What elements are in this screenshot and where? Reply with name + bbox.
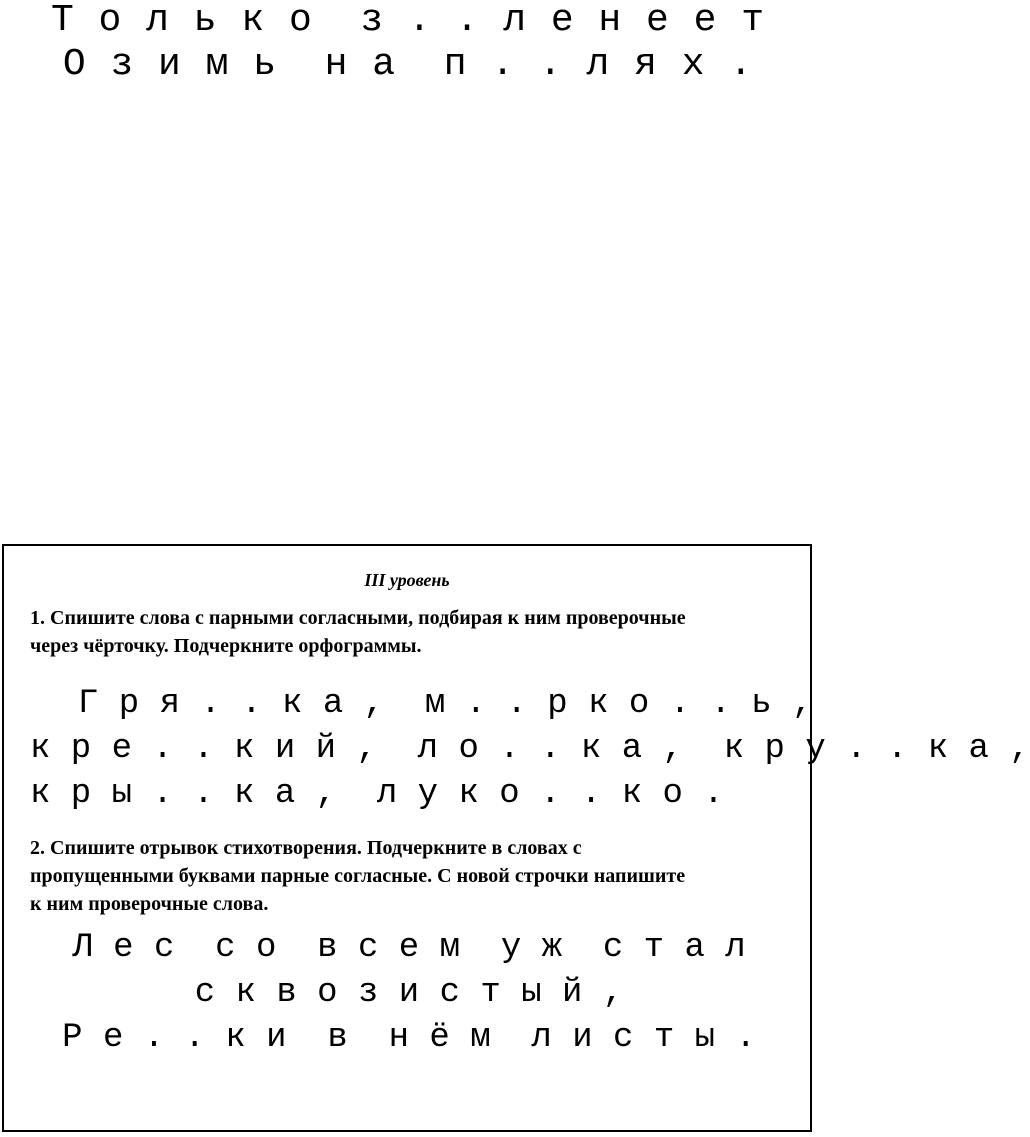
task-1-instruction: 1. Спишите слова с парными согласными, подбирая к ним проверочные через чёрточку. Подчеркните орфограммы. xyxy=(30,607,686,657)
poem-line: Л е с с о в с е м у ж с т а л xyxy=(72,929,746,967)
worksheet-box xyxy=(2,544,1030,1132)
poem-line: с к в о з и с т ы й , xyxy=(194,974,624,1012)
top-line-1: Т о л ь к о з . . л е н е е т xyxy=(50,0,766,42)
exercise-line: к р ы . . к а , л у к о . . к о . xyxy=(30,775,724,813)
exercise-line: Г р я . . к а , м . . р к о . . ь , xyxy=(78,685,813,723)
task-2-instruction: 2. Спишите отрывок стихотворения. Подчеркните в словах с пропущенными буквами парные согласные. С новой строчки напишите к ним проверочные слова. xyxy=(30,837,686,915)
exercise-line: к р е . . к и й , л о . . к а , к р у . . к а , xyxy=(30,730,1030,768)
poem-line: Р е . . к и в н ё м л и с т ы . xyxy=(62,1019,756,1057)
level-title: III уровень xyxy=(364,570,450,590)
top-line-2: О з и м ь н а п . . л я х . xyxy=(62,43,754,86)
